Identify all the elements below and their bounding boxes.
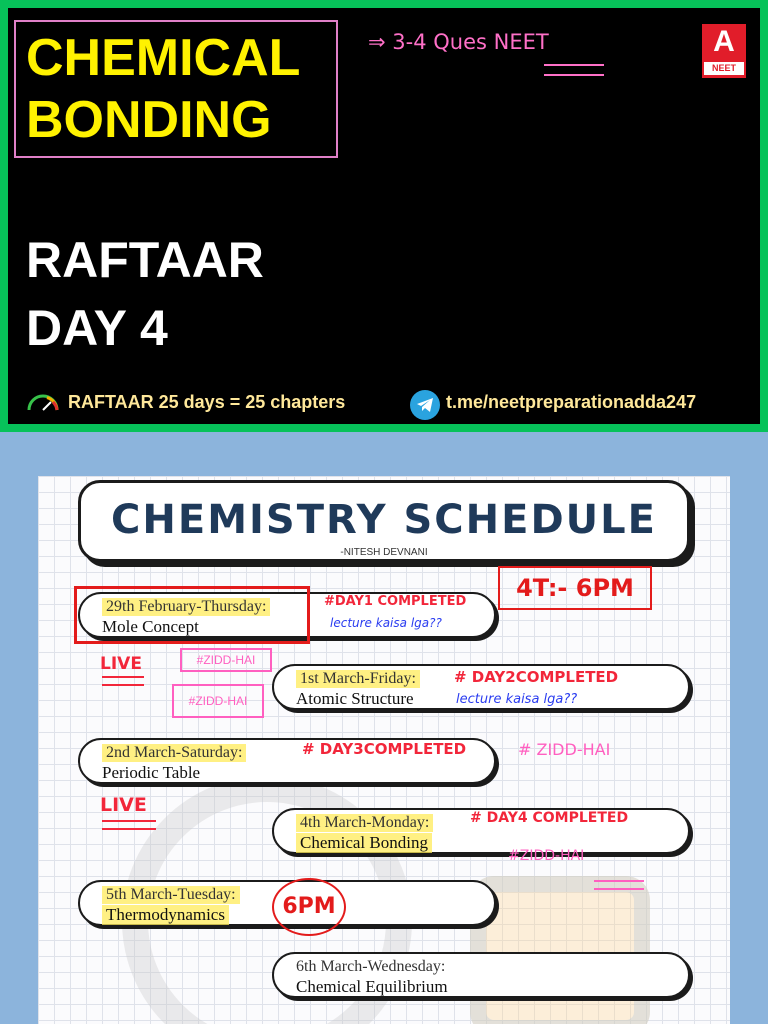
adda-neet-logo	[702, 24, 746, 78]
zidd-box-1: #ZIDD-HAI	[180, 648, 272, 672]
schedule-subject: Periodic Table	[102, 763, 201, 782]
schedule-date: 2nd March-Saturday:	[102, 744, 246, 762]
schedule-date: 4th March-Monday:	[296, 814, 433, 832]
series-name: RAFTAAR	[26, 232, 264, 288]
chapter-title-box	[14, 20, 338, 158]
highlight-box	[74, 586, 310, 644]
schedule-subject: Thermodynamics	[102, 905, 229, 925]
series-day: DAY 4	[26, 300, 168, 356]
schedule-subject: Atomic Structure	[296, 689, 414, 708]
logo-label: NEET	[704, 62, 744, 75]
live-underline-1	[102, 676, 144, 686]
zidd-box-2: #ZIDD-HAI	[172, 684, 264, 718]
schedule-date: 29th February-Thursday:	[102, 598, 270, 616]
day3-completed-note: # DAY3COMPLETED	[302, 740, 467, 758]
schedule-author: -NITESH DEVNANI	[340, 547, 428, 558]
day2-feedback-note: lecture kaisa lga??	[456, 692, 578, 707]
zidd-note-4: #ZIDD-HAI	[508, 848, 585, 864]
schedule-subject: Mole Concept	[102, 617, 199, 636]
telegram-icon	[410, 390, 440, 420]
schedule-sheet	[38, 476, 730, 1024]
time-note-box: 4T:- 6PM	[498, 566, 652, 610]
handwritten-question-note: ⇒ 3-4 Ques NEET	[368, 30, 549, 54]
schedule-date: 5th March-Tuesday:	[102, 886, 240, 904]
live-note-2: LIVE	[100, 794, 147, 816]
live-underline-2	[102, 820, 156, 830]
schedule-date: 6th March-Wednesday:	[296, 958, 446, 975]
day4-completed-note: # DAY4 COMPLETED	[470, 810, 629, 826]
schedule-item-6	[272, 952, 690, 998]
calendar-watermark	[470, 876, 650, 1024]
telegram-link[interactable]: t.me/neetpreparationadda247	[446, 392, 697, 412]
chapter-title-line1: CHEMICAL	[26, 29, 301, 87]
zidd-note-3: # ZIDD-HAI	[518, 740, 611, 759]
footer-series-info: RAFTAAR 25 days = 25 chapters	[68, 392, 346, 412]
chapter-title-line2: BONDING	[26, 91, 272, 149]
note-underline	[544, 64, 604, 76]
live-note-1: LIVE	[100, 654, 142, 674]
logo-letter: A	[713, 25, 735, 58]
day1-feedback-note: lecture kaisa lga??	[330, 616, 442, 630]
six-pm-circle: 6PM	[272, 878, 346, 936]
zidd-underline	[594, 880, 644, 890]
schedule-subject: Chemical Equilibrium	[296, 977, 448, 996]
schedule-date: 1st March-Friday:	[296, 670, 420, 688]
banner-panel	[8, 8, 760, 424]
video-thumbnail-banner	[0, 0, 768, 432]
speedometer-icon	[26, 394, 60, 412]
day2-completed-note: # DAY2COMPLETED	[454, 668, 619, 686]
day1-completed-note: #DAY1 COMPLETED	[324, 594, 467, 609]
schedule-subject: Chemical Bonding	[296, 833, 432, 853]
schedule-title: CHEMISTRY SCHEDULE	[111, 497, 657, 543]
schedule-title-box	[78, 480, 690, 562]
